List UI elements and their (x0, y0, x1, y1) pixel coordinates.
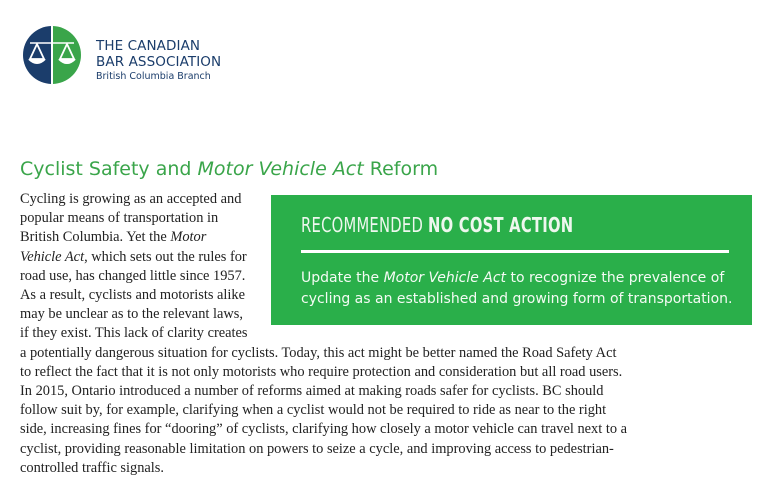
body-text-part2: , which sets out the rules for road use, has changed little since 1957. As a result, cyclists and motorists alike may be unclear as to the relevant laws, if they exist. This lack of clarity creates a potentially dangerous situation for cyclists. Today, this act might be better named the Road Safety Act to reflect the fact that it is not only motorists who require protection and consideration but all road users. In 2015, Ontario introduced a number of reforms aimed at making roads safer for cyclists. BC should follow suit by, for example, clarifying when a cyclist would not be required to ride as near to the right side, increasing fines for “dooring” of cyclists, clarifying how closely a motor vehicle can travel next to a cyclist, providing reasonable limitation on powers to seize a cycle, and improving access to pedestrian-controlled traffic signals. (20, 248, 627, 476)
title-part1: Cyclist Safety and (20, 158, 198, 180)
recommendation-heading (301, 213, 573, 237)
organization-name (96, 38, 221, 84)
heading-bold: NO COST ACTION (427, 213, 574, 237)
divider (301, 250, 729, 253)
body-text-italic: Motor Vehicle Act (20, 229, 207, 265)
rec-text-part2: to recognize the prevalence of cycling as an established and growing form of transportation. (301, 270, 733, 307)
rec-text-italic: Motor Vehicle Act (383, 270, 507, 286)
recommendation-box (271, 195, 752, 325)
title-italic: Motor Vehicle Act (197, 158, 364, 180)
recommendation-text (301, 268, 741, 310)
body-text-part1: Cycling is growing as an accepted and popular means of transportation in British Columbia. Yet the (20, 191, 242, 246)
logo-name-line1: THE CANADIAN (96, 38, 201, 54)
rec-text-part1: Update the (301, 270, 384, 286)
heading-light: RECOMMENDED (301, 213, 428, 237)
logo-name-line2: BAR ASSOCIATION (96, 54, 222, 70)
title-part2: Reform (363, 158, 439, 180)
page-title (20, 158, 438, 180)
scales-of-justice-icon (22, 25, 82, 85)
logo-branch: British Columbia Branch (96, 71, 211, 82)
